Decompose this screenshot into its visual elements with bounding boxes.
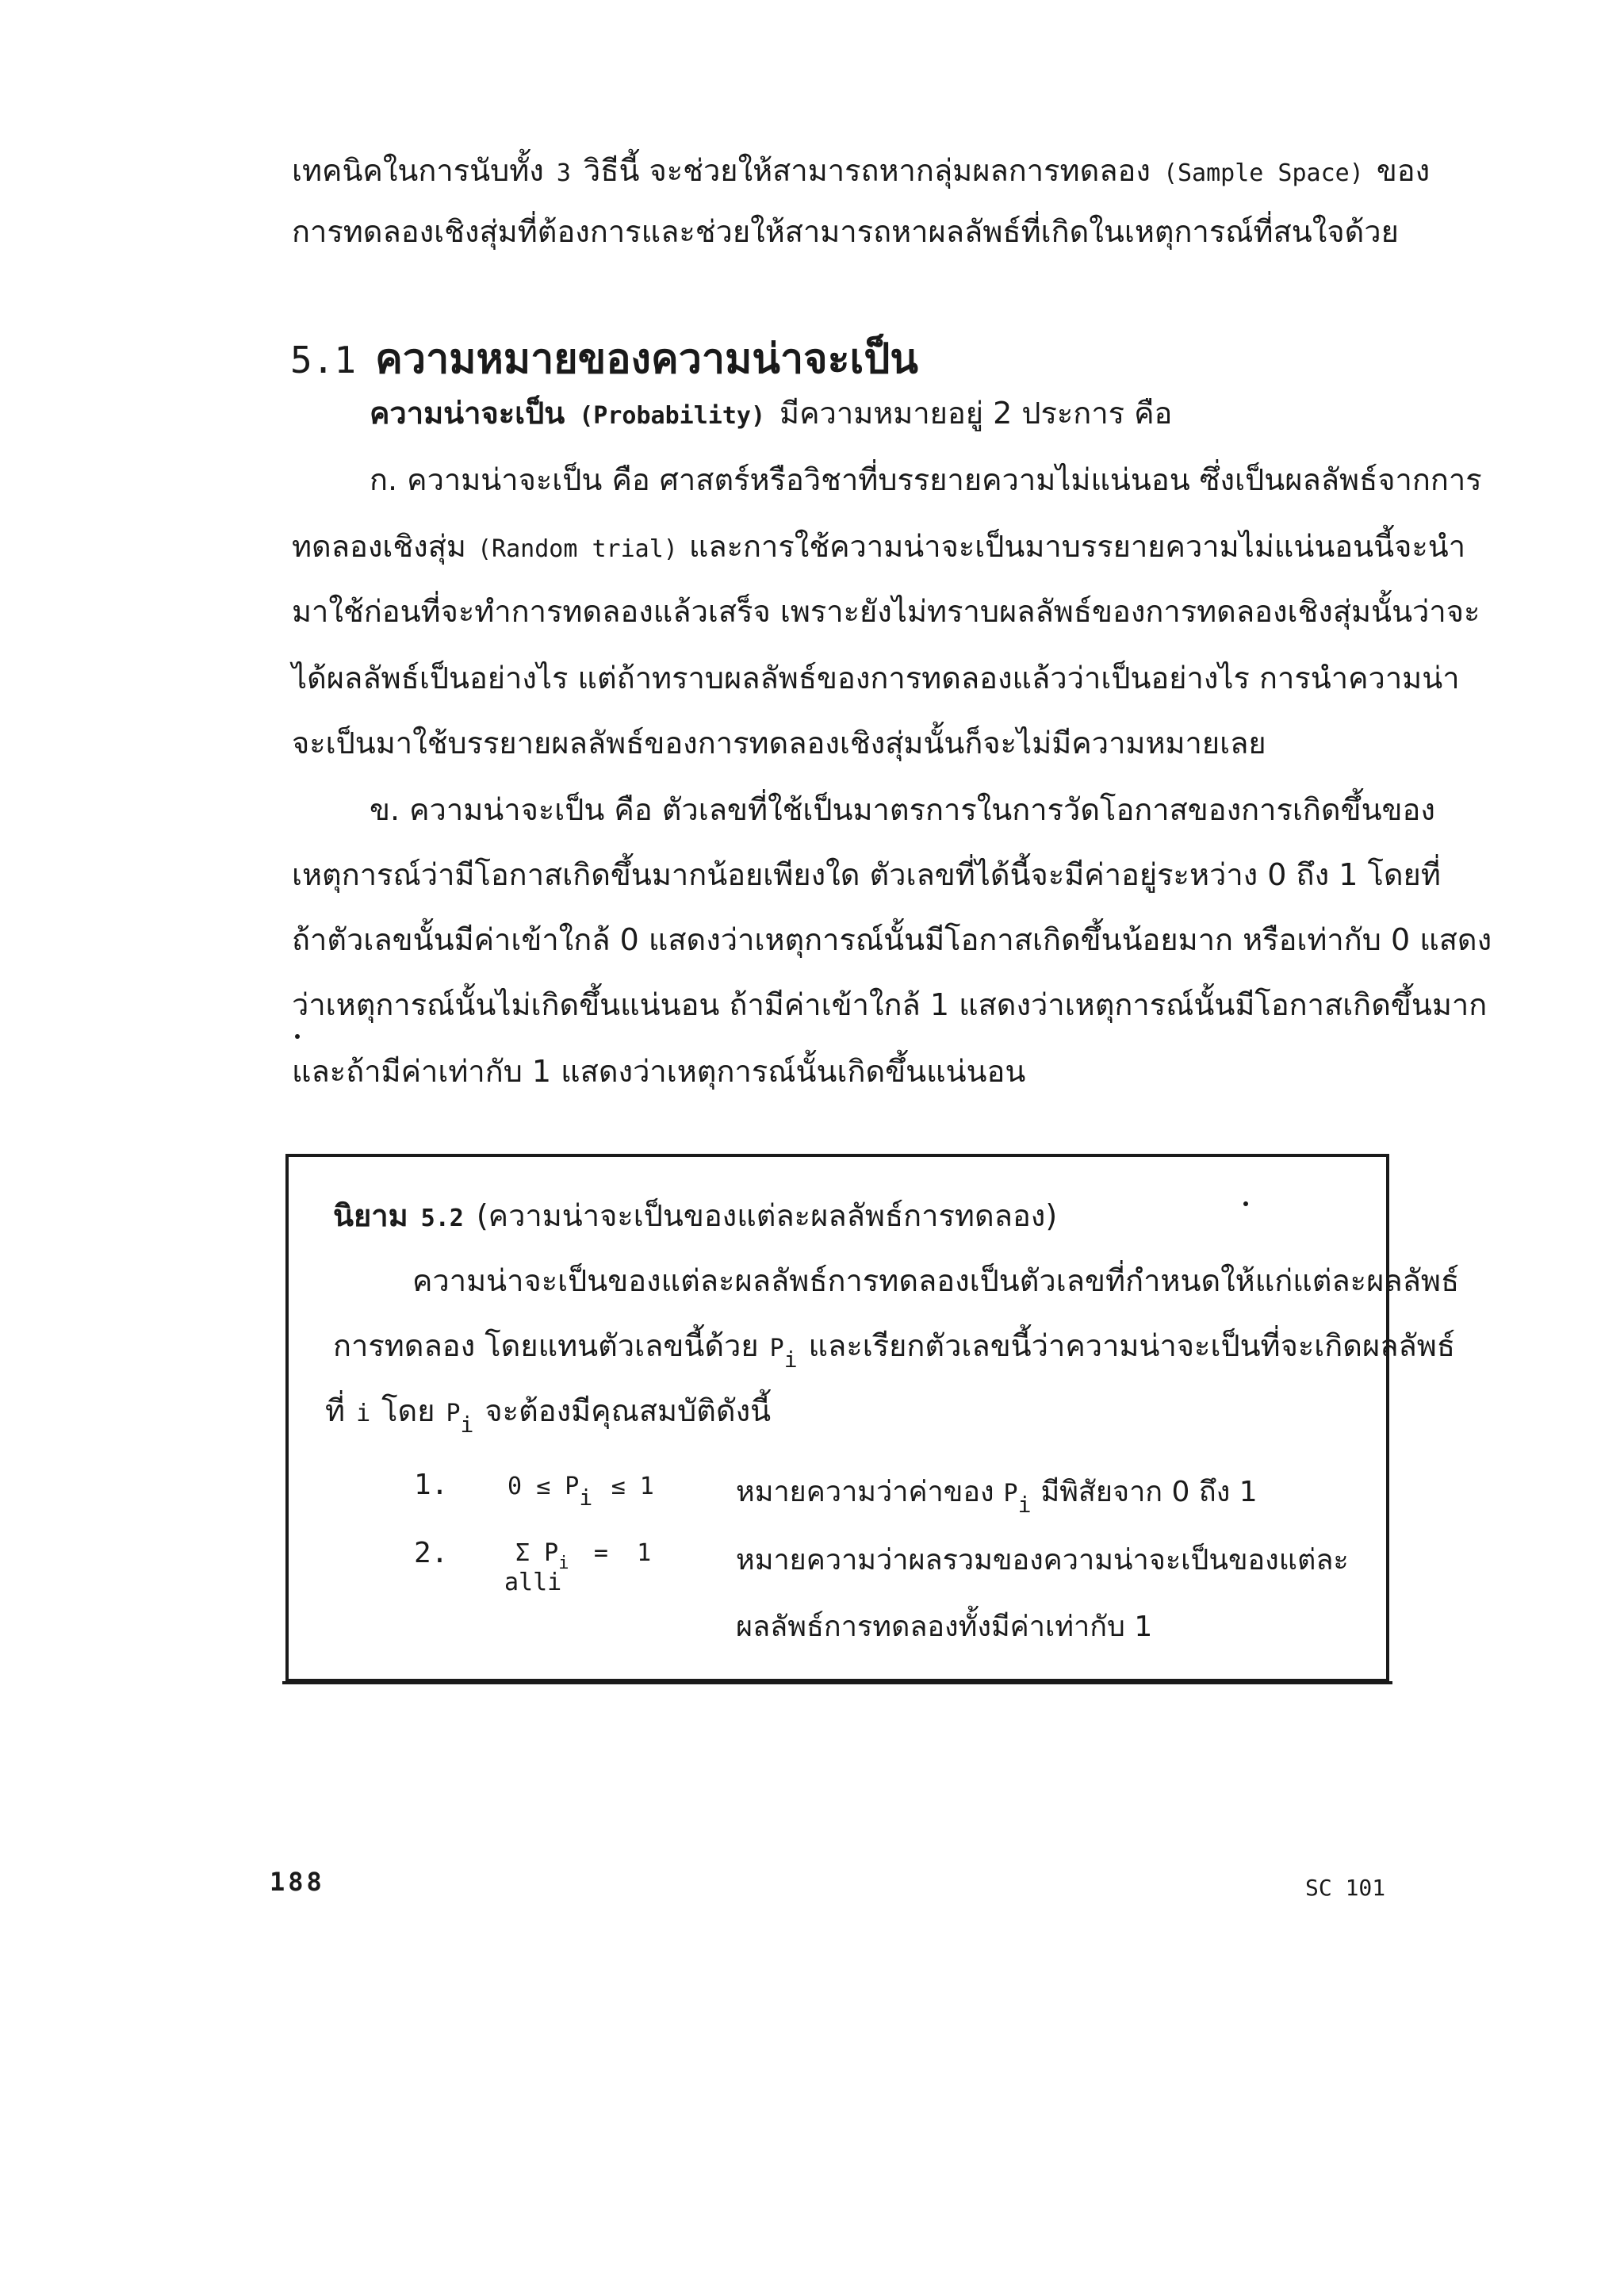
p-subscript: i bbox=[460, 1412, 474, 1438]
property-text: มีพิสัยจาก 0 ถึง 1 bbox=[1040, 1476, 1258, 1508]
definition-text: ที่ bbox=[325, 1393, 346, 1428]
definition-text: โดย bbox=[381, 1393, 435, 1428]
definition-title: (ความน่าจะเป็นของแต่ละผลลัพธ์การทดลอง) bbox=[476, 1198, 1058, 1233]
p-subscript: i bbox=[783, 1347, 798, 1373]
p-letter: P bbox=[446, 1400, 461, 1427]
intro-line-1 bbox=[292, 153, 1431, 188]
probability-intro-rest: มีความหมายอยู่ 2 ประการ คือ bbox=[779, 396, 1173, 431]
formula-text: = 1 bbox=[593, 1539, 652, 1567]
property-text: หมายความว่าค่าของ bbox=[736, 1476, 994, 1508]
intro-line-2: การทดลองเชิงสุ่มที่ต้องการและช่วยให้สามารถหาผลลัพธ์ที่เกิดในเหตุการณ์ที่สนใจด้วย bbox=[292, 214, 1399, 249]
property-1-number: 1. bbox=[414, 1469, 449, 1501]
formula-text: ≤ 1 bbox=[611, 1473, 654, 1500]
property-2-number: 2. bbox=[414, 1537, 449, 1569]
para-b-line-3: ถ้าตัวเลขนั้นมีค่าเข้าใกล้ 0 แสดงว่าเหตุการณ์นั้นมีโอกาสเกิดขึ้นน้อยมาก หรือเท่ากับ 0 แสดง bbox=[292, 922, 1492, 957]
scan-speck bbox=[1243, 1201, 1248, 1206]
definition-line-2 bbox=[333, 1328, 1456, 1373]
sigma-range: alli bbox=[504, 1569, 562, 1596]
property-2-description-line-2: ผลลัพธ์การทดลองทั้งมีค่าเท่ากับ 1 bbox=[736, 1611, 1153, 1643]
para-b-line-2: เหตุการณ์ว่ามีโอกาสเกิดขึ้นมากน้อยเพียงใด ตัวเลขที่ได้นี้จะมีค่าอยู่ระหว่าง 0 ถึง 1 โดยที่ bbox=[292, 857, 1441, 892]
property-1-description bbox=[736, 1469, 1258, 1518]
section-number: 5.1 bbox=[290, 339, 357, 381]
intro-number: 3 bbox=[556, 159, 571, 187]
p-symbol bbox=[446, 1396, 474, 1438]
p-letter: P bbox=[1003, 1480, 1018, 1508]
page-number: 188 bbox=[270, 1867, 325, 1897]
definition-header bbox=[333, 1198, 1058, 1233]
definition-line-3 bbox=[325, 1393, 772, 1438]
para-a-line-4: ได้ผลลัพธ์เป็นอย่างไร แต่ถ้าทราบผลลัพธ์ของการทดลองแล้วว่าเป็นอย่างไร การนำความน่า bbox=[292, 661, 1460, 695]
formula-subscript: i bbox=[579, 1485, 593, 1511]
sigma-symbol: Σ P bbox=[515, 1539, 559, 1567]
para-b-line-4: ว่าเหตุการณ์นั้นไม่เกิดขึ้นแน่นอน ถ้ามีค่าเข้าใกล้ 1 แสดงว่าเหตุการณ์นั้นมีโอกาสเกิดขึ้นมาก bbox=[292, 987, 1488, 1022]
intro-term: (Sample Space) bbox=[1162, 159, 1364, 187]
formula-text: 0 ≤ P bbox=[508, 1473, 580, 1500]
definition-line-1: ความน่าจะเป็นของแต่ละผลลัพธ์การทดลองเป็นตัวเลขที่กำหนดให้แก่แต่ละผลลัพธ์ bbox=[412, 1263, 1460, 1298]
para-a-line-1: ก. ความน่าจะเป็น คือ ศาสตร์หรือวิชาที่บรรยายความไม่แน่นอน ซึ่งเป็นผลลัพธ์จากการ bbox=[370, 462, 1482, 497]
property-2-formula bbox=[515, 1535, 652, 1573]
para-a-line-2 bbox=[292, 529, 1466, 564]
p-letter: P bbox=[769, 1335, 784, 1362]
scan-speck bbox=[295, 1034, 300, 1039]
intro-text: เทคนิคในการนับทั้ง bbox=[292, 153, 544, 188]
para-b-line-1: ข. ความน่าจะเป็น คือ ตัวเลขที่ใช้เป็นมาตรการในการวัดโอกาสของการเกิดขึ้นของ bbox=[370, 792, 1435, 827]
intro-text: วิธีนี้ จะช่วยให้สามารถหากลุ่มผลการทดลอง bbox=[583, 153, 1151, 188]
para-a-line-5: จะเป็นมาใช้บรรยายผลลัพธ์ของการทดลองเชิงสุ่มนั้นก็จะไม่มีความหมายเลย bbox=[292, 726, 1266, 760]
para-a-text: และการใช้ความน่าจะเป็นมาบรรยายความไม่แน่นอนนี้จะนำ bbox=[688, 529, 1466, 564]
property-2-description-line-1: หมายความว่าผลรวมของความน่าจะเป็นของแต่ละ bbox=[736, 1544, 1349, 1576]
property-1-formula bbox=[508, 1469, 654, 1511]
probability-term-en: (Probability) bbox=[579, 402, 766, 430]
para-b-line-5: และถ้ามีค่าเท่ากับ 1 แสดงว่าเหตุการณ์นั้นเกิดขึ้นแน่นอน bbox=[292, 1054, 1026, 1089]
p-subscript: i bbox=[1017, 1492, 1032, 1518]
intro-text: ของ bbox=[1376, 153, 1431, 188]
definition-label: นิยาม bbox=[333, 1198, 408, 1233]
definition-text: จะต้องมีคุณสมบัติดังนี้ bbox=[485, 1393, 772, 1428]
para-a-text: ทดลองเชิงสุ่ม bbox=[292, 529, 466, 564]
section-title: ความหมายของความน่าจะเป็น bbox=[375, 335, 918, 383]
p-symbol bbox=[769, 1331, 798, 1373]
definition-text: และเรียกตัวเลขนี้ว่าความน่าจะเป็นที่จะเกิดผลลัพธ์ bbox=[808, 1328, 1456, 1363]
formula-subscript: i bbox=[558, 1554, 569, 1573]
para-a-term: (Random trial) bbox=[477, 535, 678, 563]
i-symbol: i bbox=[356, 1400, 371, 1427]
definition-number: 5.2 bbox=[420, 1205, 464, 1232]
definition-box-bottom-rule bbox=[282, 1681, 1392, 1684]
probability-intro bbox=[370, 396, 1173, 431]
para-a-line-3: มาใช้ก่อนที่จะทำการทดลองแล้วเสร็จ เพราะยังไม่ทราบผลลัพธ์ของการทดลองเชิงสุ่มนั้นว่าจะ bbox=[292, 594, 1480, 629]
probability-term: ความน่าจะเป็น bbox=[370, 396, 565, 431]
definition-text: การทดลอง โดยแทนตัวเลขนี้ด้วย bbox=[333, 1328, 759, 1363]
section-heading bbox=[290, 325, 918, 391]
course-code: SC 101 bbox=[1305, 1875, 1386, 1901]
p-symbol bbox=[1003, 1476, 1032, 1518]
